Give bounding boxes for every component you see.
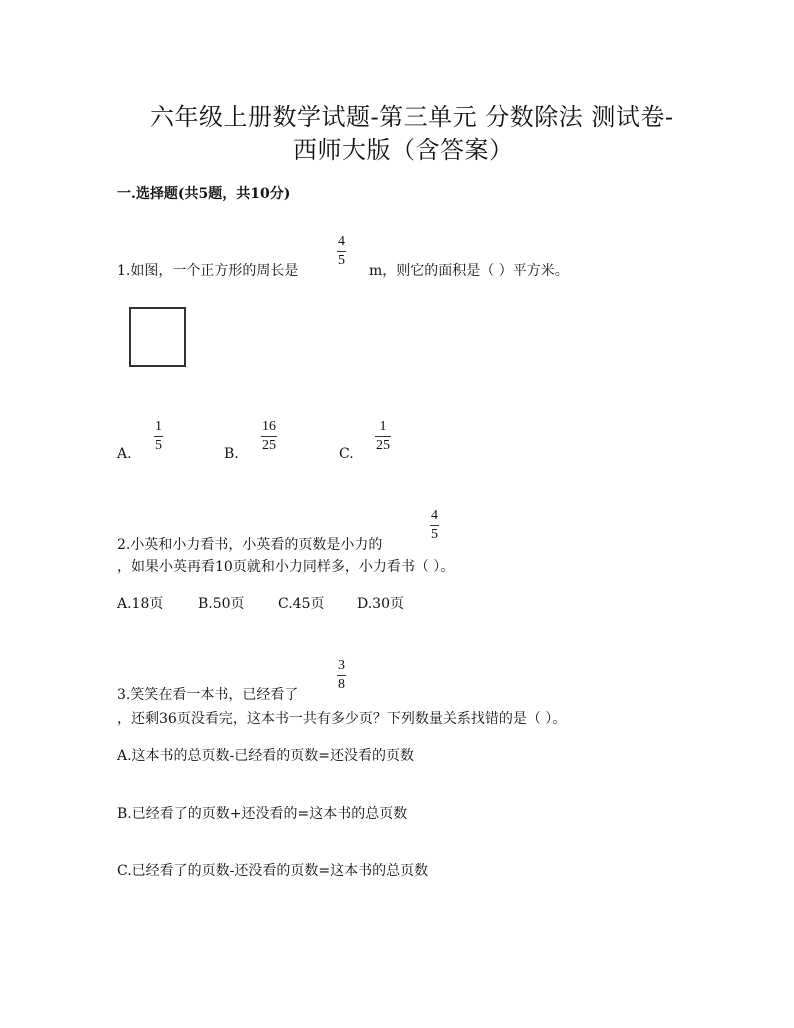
q3-fraction-numerator: 3 xyxy=(338,658,345,673)
q3-fraction-denominator: 8 xyxy=(338,677,345,692)
q1-option-b-fraction xyxy=(261,419,277,454)
q1-option-a-fraction xyxy=(154,419,163,454)
q1-option-b-denominator: 25 xyxy=(262,438,276,453)
q1-option-a-numerator: 1 xyxy=(155,419,162,434)
q1-option-c-denominator: 25 xyxy=(376,438,390,453)
section-title: 一.选择题(共5题，共10分) xyxy=(117,186,291,202)
q1-option-c-label: C. xyxy=(339,446,354,462)
q1-text-after: m，则它的面积是（ ）平方米。 xyxy=(369,263,569,279)
q3-text-line-2: ，还剩36页没看完，这本书一共有多少页？下列数量关系找错的是（ ）。 xyxy=(117,711,567,727)
q1-option-c-fraction xyxy=(375,419,391,454)
q1-fraction-numerator: 4 xyxy=(338,234,345,249)
q1-fraction xyxy=(337,234,346,269)
q3-text-before: 3.笑笑在看一本书，已经看了 xyxy=(117,687,299,703)
q2-text-line-2: ，如果小英再看10页就和小力同样多，小力看书（ ）。 xyxy=(117,559,455,575)
q2-option-c: C.45页 xyxy=(278,596,325,612)
q2-text-before: 2.小英和小力看书，小英看的页数是小力的 xyxy=(117,537,383,553)
q3-option-b: B.已经看了的页数+还没看的=这本书的总页数 xyxy=(117,806,408,822)
q3-fraction xyxy=(337,658,346,693)
q2-fraction xyxy=(430,508,439,543)
q1-text-before: 1.如图，一个正方形的周长是 xyxy=(117,263,299,279)
q2-option-a: A.18页 xyxy=(117,596,164,612)
q2-option-d: D.30页 xyxy=(357,596,404,612)
q1-option-a-denominator: 5 xyxy=(155,438,162,453)
q1-fraction-denominator: 5 xyxy=(338,253,345,268)
page-title-line-2: 西师大版（含答案） xyxy=(293,136,514,164)
q1-option-b-numerator: 16 xyxy=(262,419,276,434)
q3-option-a: A.这本书的总页数-已经看的页数=还没看的页数 xyxy=(117,748,415,764)
square-figure xyxy=(129,307,186,367)
q3-option-c: C.已经看了的页数-还没看的页数=这本书的总页数 xyxy=(117,863,429,879)
q2-fraction-denominator: 5 xyxy=(431,527,438,542)
q2-option-b: B.50页 xyxy=(198,596,245,612)
q1-option-b-label: B. xyxy=(224,446,239,462)
q1-option-a-label: A. xyxy=(117,446,132,462)
q2-fraction-numerator: 4 xyxy=(431,508,438,523)
q1-option-c-numerator: 1 xyxy=(379,419,387,434)
page-title-line-1: 六年级上册数学试题-第三单元 分数除法 测试卷- xyxy=(150,103,674,131)
